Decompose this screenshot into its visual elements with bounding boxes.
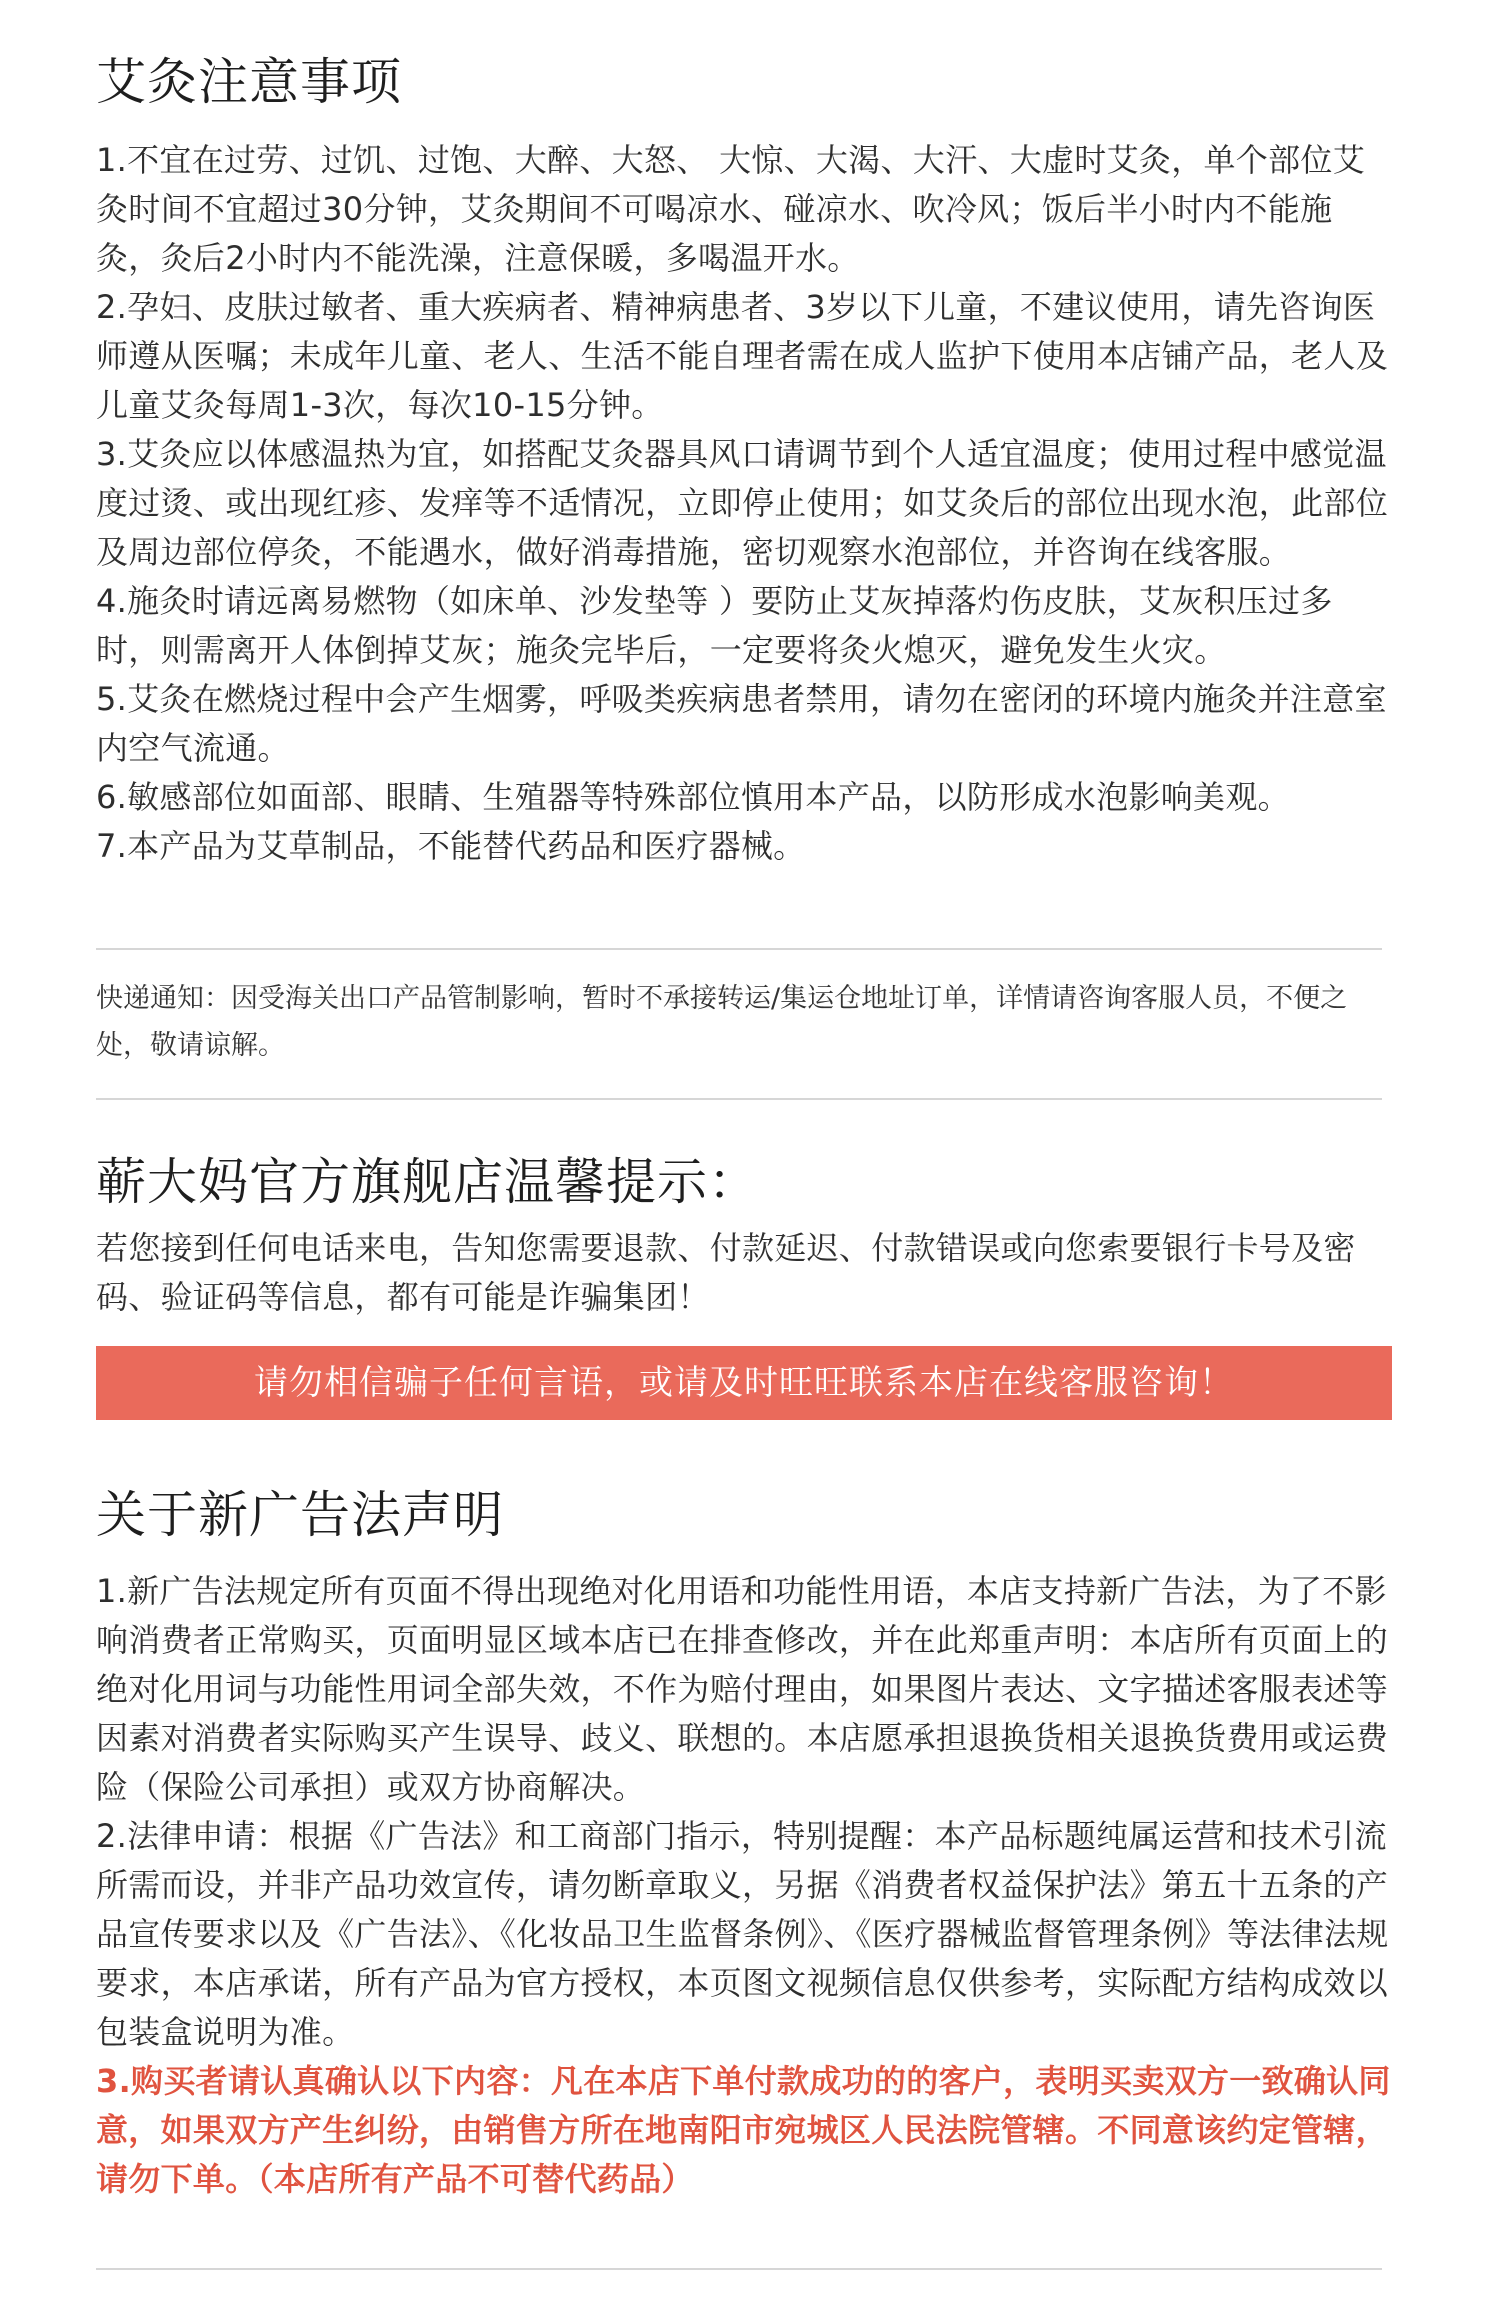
moxa-notice-item-1: 1.不宜在过劳、过饥、过饱、大醉、大怒、 大惊、大渴、大汗、大虚时艾灸，单个部位艾灸时间不宜超过30分钟，艾灸期间不可喝凉水、碰凉水、吹冷风；饭后半小时内不能施灸，灸后2小时内不能洗澡，注意保暖，多喝温开水。 xyxy=(96,141,1366,277)
store-warning-title: 蕲大妈官方旗舰店温馨提示： xyxy=(96,1153,759,1211)
moxa-notice-item-3: 3.艾灸应以体感温热为宜，如搭配艾灸器具风口请调节到个人适宜温度；使用过程中感觉温度过烫、或出现红疹、发痒等不适情况，立即停止使用；如艾灸后的部位出现水泡，此部位及周边部位停灸，不能遇水，做好消毒措施，密切观察水泡部位，并咨询在线客服。 xyxy=(96,435,1389,571)
moxa-notice-item-6: 6.敏感部位如面部、眼睛、生殖器等特殊部位慎用本产品，以防形成水泡影响美观。 xyxy=(96,778,1290,816)
shipping-notice-section xyxy=(96,975,1396,1069)
moxa-notice-item-7: 7.本产品为艾草制品，不能替代药品和医疗器械。 xyxy=(96,827,806,865)
moxa-notice-item-5: 5.艾灸在燃烧过程中会产生烟雾，呼吸类疾病患者禁用，请勿在密闭的环境内施灸并注意室内空气流通。 xyxy=(96,680,1387,767)
shipping-notice: 快递通知：因受海关出口产品管制影响，暂时不承接转运/集运仓地址订单，详情请咨询客服人员，不便之处，敬请谅解。 xyxy=(96,983,1348,1061)
moxa-notice-item-2: 2.孕妇、皮肤过敏者、重大疾病者、精神病患者、3岁以下儿童，不建议使用，请先咨询医师遵从医嘱；未成年儿童、老人、生活不能自理者需在成人监护下使用本店铺产品，老人及儿童艾灸每周1-3次，每次10-15分钟。 xyxy=(96,288,1389,424)
anti-fraud-banner: 请勿相信骗子任何言语，或请及时旺旺联系本店在线客服咨询！ xyxy=(96,1346,1392,1420)
store-warning-section xyxy=(96,1150,1396,1322)
ad-law-title: 关于新广告法声明 xyxy=(96,1486,504,1544)
moxa-notice-section xyxy=(96,50,1396,871)
divider-1 xyxy=(96,948,1382,950)
moxa-notice-title: 艾灸注意事项 xyxy=(96,53,402,111)
store-warning-text: 若您接到任何电话来电，告知您需要退款、付款延迟、付款错误或向您索要银行卡号及密码、验证码等信息，都有可能是诈骗集团！ xyxy=(96,1229,1356,1316)
ad-law-item-1: 1.新广告法规定所有页面不得出现绝对化用语和功能性用语，本店支持新广告法，为了不影响消费者正常购买，页面明显区域本店已在排查修改，并在此郑重声明：本店所有页面上的绝对化用词与功能性用词全部失效，不作为赔付理由，如果图片表达、文字描述客服表述等因素对消费者实际购买产生误导、歧义、联想的。本店愿承担退换货相关退换货费用或运费险（保险公司承担）或双方协商解决。 xyxy=(96,1572,1389,1806)
ad-law-item-2: 2.法律申请：根据《广告法》和工商部门指示，特别提醒：本产品标题纯属运营和技术引流所需而设，并非产品功效宣传，请勿断章取义，另据《消费者权益保护法》第五十五条的产品宣传要求以及《广告法》、《化妆品卫生监督条例》、《医疗器械监督管理条例》等法律法规要求，本店承诺，所有产品为官方授权，本页图文视频信息仅供参考，实际配方结构成效以包装盒说明为准。 xyxy=(96,1817,1389,2051)
ad-law-item-3: 3.购买者请认真确认以下内容：凡在本店下单付款成功的的客户，表明买卖双方一致确认同意，如果双方产生纠纷，由销售方所在地南阳市宛城区人民法院管辖。不同意该约定管辖，请勿下单。（本店所有产品不可替代药品） xyxy=(96,2062,1391,2198)
ad-law-section xyxy=(96,1483,1396,2204)
moxa-notice-item-4: 4.施灸时请远离易燃物（如床单、沙发垫等 ）要防止艾灰掉落灼伤皮肤，艾灰积压过多时，则需离开人体倒掉艾灰；施灸完毕后，一定要将灸火熄灭，避免发生火灾。 xyxy=(96,582,1333,669)
divider-3 xyxy=(96,2268,1382,2270)
divider-2 xyxy=(96,1098,1382,1100)
